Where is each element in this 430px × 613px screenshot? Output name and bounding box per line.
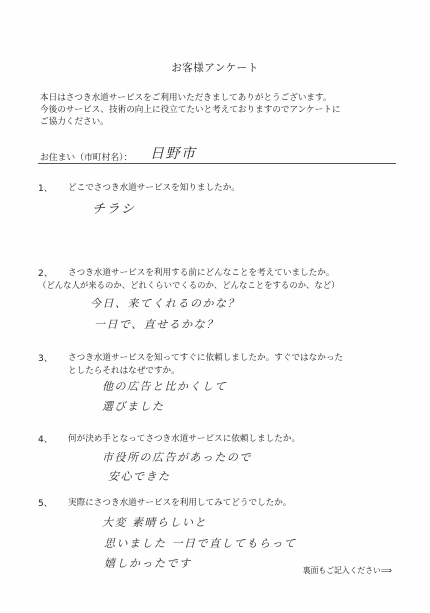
answer-5-line-3: 嬉しかったです: [104, 557, 192, 570]
question-4-text: 何が決め手となってさつき水道サービスに依頼しましたか。: [68, 434, 301, 444]
question-5-text: 実際にさつき水道サービスを利用してみてどうでしたか。: [68, 498, 292, 508]
page-title: お客様アンケート: [171, 62, 259, 74]
question-2-number: 2、: [38, 269, 53, 279]
question-1-number: 1、: [38, 184, 53, 194]
answer-4-line-2: 安心できた: [108, 470, 171, 483]
answer-5-line-2: 思いました 一日で直してもらって: [104, 537, 297, 550]
answer-5-line-1: 大変 素晴らしいと: [102, 516, 207, 529]
intro-line-3: ご協力ください。: [40, 117, 109, 127]
question-3-number: 3、: [38, 354, 53, 364]
question-1-text: どこでさつき水道サービスを知りましたか。: [68, 183, 240, 193]
answer-3-line-1: 他の広告と比かくして: [102, 380, 227, 393]
question-3-text: さつき水道サービスを知ってすぐに依頼しましたか。すぐではなかった: [68, 353, 344, 363]
address-value: 日野市: [150, 146, 197, 162]
question-3-subtext: としたらそれはなぜですか。: [68, 366, 180, 376]
question-4-number: 4、: [38, 435, 53, 445]
address-underline: [38, 163, 396, 164]
question-2-subtext: （どんな人が来るのか、どれくらいでくるのか、どんなことをするのか、など）: [38, 280, 340, 290]
answer-3-line-2: 選びました: [102, 400, 165, 413]
question-2-text: さつき水道サービスを利用する前にどんなことを考えていましたか。: [68, 268, 335, 278]
answer-2-line-2: 一日で、直せるかな？: [94, 318, 219, 331]
answer-2-line-1: 今日、来てくれるのかな？: [90, 297, 240, 310]
answer-4-line-1: 市役所の広告があったので: [102, 451, 252, 464]
answer-1-line-1: チラシ: [92, 202, 136, 217]
question-5-number: 5、: [38, 499, 53, 509]
intro-line-1: 本日はさつき水道サービスをご利用いただきましてありがとうございます。: [40, 93, 332, 103]
address-label: お住まい（市町村名）：: [40, 153, 133, 163]
footer-note: 裏面もご記入ください⟹: [302, 566, 392, 575]
intro-line-2: 今後のサービス、技術の向上に役立てたいと考えておりますのでアンケートに: [40, 105, 341, 115]
